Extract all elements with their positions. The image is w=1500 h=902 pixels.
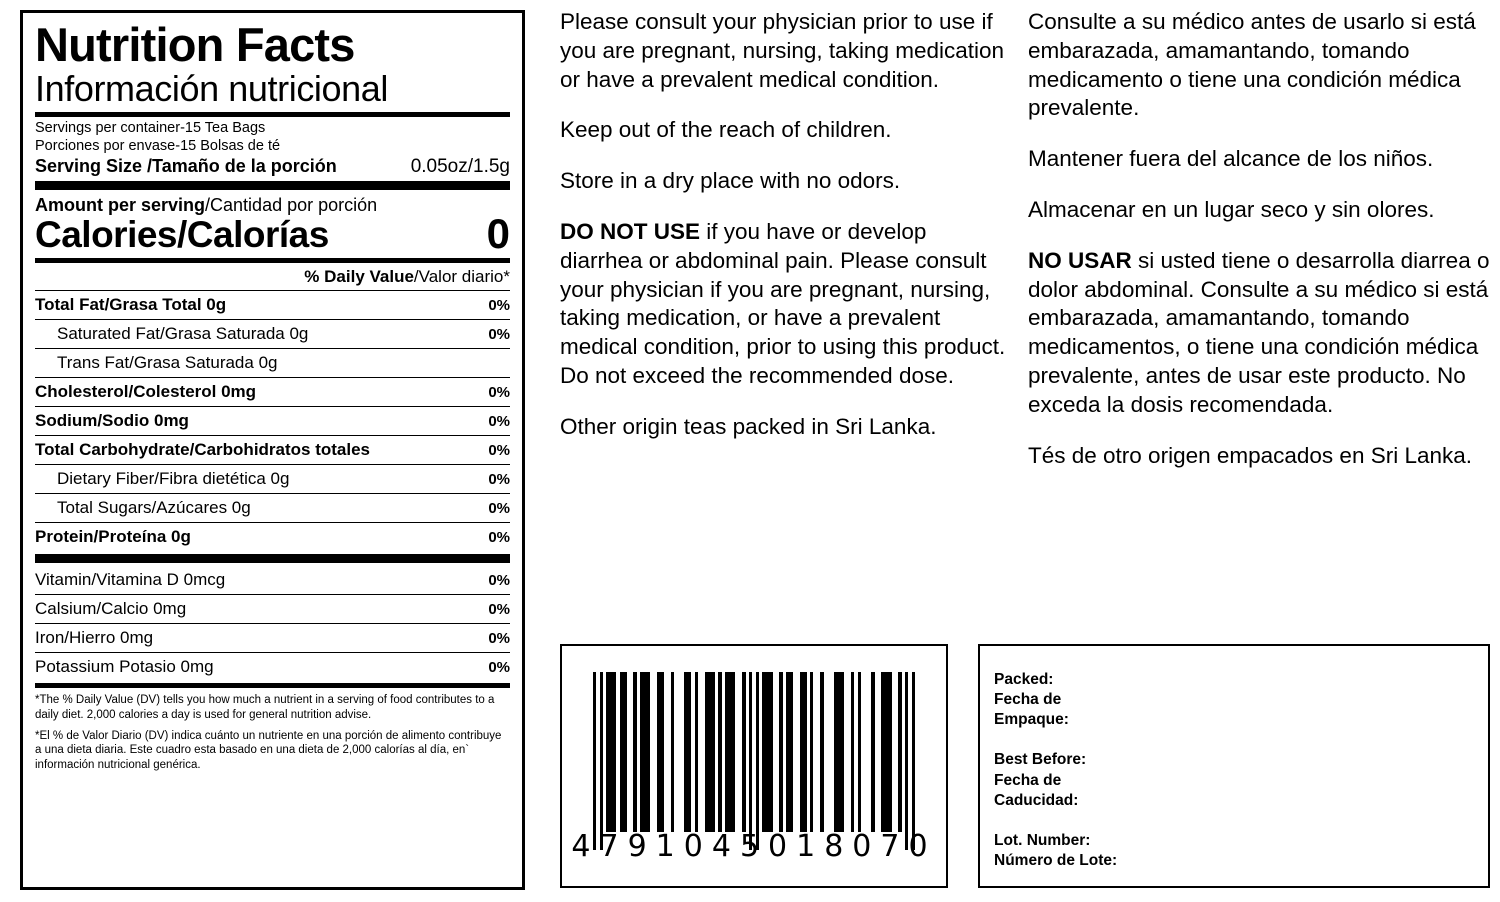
barcode-bar — [620, 672, 627, 832]
nutrient-percent: 0% — [488, 442, 510, 460]
nutrient-percent: 0% — [488, 471, 510, 489]
nutrition-facts-title-spanish: Información nutricional — [35, 68, 388, 109]
nutrient-percent: 0% — [488, 601, 510, 619]
table-row — [35, 595, 510, 623]
nutrition-facts-title: Nutrition Facts — [35, 18, 355, 71]
servings-per-container-es: Porciones por envase-15 Bolsas de té — [35, 137, 281, 154]
nutrient-name: Cholesterol/Colesterol 0mg — [35, 382, 257, 402]
nutrient-name: Calsium/Calcio 0mg — [35, 599, 187, 619]
nutrient-percent: 0% — [488, 572, 510, 590]
barcode-space — [674, 672, 684, 832]
barcode-space — [892, 672, 899, 832]
nutrient-name: Dietary Fiber/Fibra dietética 0g — [57, 469, 290, 489]
best-before-group — [994, 750, 1488, 810]
warning-en-do-not-use-body: if you have or develop diarrhea or abdominal pain. Please consult your physician if you are pregnant, nursing, taking medication, or have a prevalent medical condition, prior to using this product. Do not exceed the recommended dose. — [560, 218, 1006, 388]
nutrient-percent: 0% — [488, 384, 510, 402]
calories-value: 0 — [486, 210, 510, 258]
divider-under-serving-size — [35, 181, 510, 190]
warning-en-keep-out-of-reach: Keep out of the reach of children. — [560, 117, 892, 143]
best-before-label-es-line2: Caducidad: — [994, 791, 1079, 809]
table-row — [35, 291, 510, 319]
table-row — [35, 320, 510, 348]
nutrient-percent: 0% — [488, 326, 510, 344]
table-row — [35, 494, 510, 522]
nutrient-name: Total Carbohydrate/Carbohidratos totales — [35, 440, 371, 460]
barcode-bar — [684, 672, 691, 832]
nutrient-name: Potassium Potasio 0mg — [35, 657, 214, 677]
lot-number-group — [994, 831, 1488, 871]
divider-under-calories — [35, 258, 510, 263]
warning-es-do-not-use-heading: NO USAR — [1028, 247, 1132, 273]
barcode-space — [844, 672, 851, 832]
packed-info-box — [978, 644, 1490, 888]
table-row — [35, 465, 510, 493]
footnote-english: *The % Daily Value (DV) tells you how much a nutrient in a serving of food contributes to a daily diet. 2,000 calories a day is used for general nutrition advise. — [35, 694, 495, 721]
nutrient-name: Saturated Fat/Grasa Saturada 0g — [57, 324, 309, 344]
warnings-english-column — [560, 8, 1015, 464]
table-row — [35, 624, 510, 652]
amount-per-serving-label: Amount per serving — [35, 195, 206, 216]
nutrient-percent: 0% — [488, 630, 510, 648]
barcode-number: 4791045018070 — [571, 829, 937, 864]
calories-row — [35, 212, 510, 256]
barcode-space — [824, 672, 834, 832]
amount-per-serving-label-es: /Cantidad por porción — [205, 195, 378, 216]
table-row — [35, 349, 510, 377]
barcode-space — [664, 672, 671, 832]
nutrient-percent: 0% — [488, 500, 510, 518]
nutrient-name: Vitamin/Vitamina D 0mcg — [35, 570, 226, 590]
servings-per-container-en: Servings per container-15 Tea Bags — [35, 119, 266, 136]
nutrient-rows — [35, 291, 510, 551]
warning-es-origin: Tés de otro origen empacados en Sri Lanka. — [1028, 442, 1473, 468]
warning-en-do-not-use — [560, 218, 1015, 391]
table-row — [35, 523, 510, 551]
nutrient-percent: 0% — [488, 413, 510, 431]
barcode-space — [875, 672, 882, 832]
packed-date-group — [994, 670, 1488, 730]
divider-above-footnote — [35, 683, 510, 688]
barcode-space — [861, 672, 871, 832]
packed-label-es-line2: Empaque: — [994, 711, 1069, 729]
best-before-label-es-line1: Fecha de — [994, 771, 1062, 789]
table-row — [35, 407, 510, 435]
barcode-space — [627, 672, 634, 832]
barcode-box — [560, 644, 948, 888]
warning-en-store-dry-place: Store in a dry place with no odors. — [560, 168, 901, 194]
daily-value-header-light: /Valor diario* — [413, 267, 510, 287]
table-row — [35, 653, 510, 681]
warning-es-do-not-use-body: si usted tiene o desarrolla diarrea o dolor abdominal. Consulte a su médico si está embarazada, amamantando, tomando medicamentos, o tiene una condición médica prevalente, antes de usar este producto. No exceda la dosis recomendada. — [1028, 247, 1490, 417]
footnote-block — [35, 693, 510, 772]
table-row — [35, 378, 510, 406]
barcode-bar — [800, 672, 807, 832]
divider-under-title — [35, 112, 510, 117]
warning-es-store-dry-place: Almacenar en un lugar seco y sin olores. — [1028, 196, 1435, 222]
barcode-bar — [881, 672, 891, 832]
barcode-bar — [640, 672, 650, 832]
barcode-space — [698, 672, 705, 832]
table-row — [35, 436, 510, 464]
barcode-bar — [725, 672, 735, 832]
barcode-bar — [912, 672, 915, 850]
best-before-label-en: Best Before: — [994, 751, 1087, 769]
serving-size-row — [35, 156, 510, 178]
nutrient-percent: 0% — [488, 529, 510, 547]
nutrient-name: Total Fat/Grasa Total 0g — [35, 295, 227, 315]
nutrient-name: Protein/Proteína 0g — [35, 527, 191, 547]
packed-label-en: Packed: — [994, 671, 1054, 688]
nutrient-name: Sodium/Sodio 0mg — [35, 411, 189, 431]
vitamin-rows — [35, 566, 510, 681]
footnote-spanish: *El % de Valor Diario (DV) indica cuánto un nutriente en una porción de alimento contribuye a una dieta diaria. Este cuadro esta basado en una dieta de 2,000 calorías al día, en` información nutricional genérica. — [35, 729, 502, 771]
warnings-spanish-column — [1028, 8, 1490, 492]
barcode-image — [562, 672, 946, 837]
barcode-bar — [786, 672, 793, 832]
lot-number-label-en: Lot. Number: — [994, 831, 1091, 849]
barcode-bar — [834, 672, 844, 832]
serving-size-value: 0.05oz/1.5g — [410, 156, 510, 178]
nutrient-name: Total Sugars/Azúcares 0g — [57, 498, 251, 518]
barcode-space — [773, 672, 780, 832]
calories-label: Calories/Calorías — [35, 214, 329, 256]
warning-es-keep-out-of-reach: Mantener fuera del alcance de los niños. — [1028, 146, 1434, 172]
warning-es-do-not-use — [1028, 247, 1490, 420]
daily-value-header — [35, 265, 510, 290]
warning-en-do-not-use-heading: DO NOT USE — [560, 218, 701, 244]
nutrient-percent: 0% — [488, 659, 510, 677]
barcode-space — [650, 672, 657, 832]
nutrient-name: Trans Fat/Grasa Saturada 0g — [57, 353, 278, 373]
barcode-space — [735, 672, 742, 832]
serving-size-label: Serving Size /Tamaño de la porción — [35, 156, 337, 177]
warning-es-consult-physician: Consulte a su médico antes de usarlo si está embarazada, amamantando, tomando medicamento o tiene una condición médica prevalente. — [1028, 9, 1476, 121]
barcode-bar — [705, 672, 715, 832]
packed-label-es-line1: Fecha de — [994, 691, 1062, 709]
barcode-bar — [762, 672, 772, 832]
nutrient-percent: 0% — [488, 297, 510, 315]
nutrition-facts-panel — [20, 10, 525, 890]
lot-number-label-es: Número de Lote: — [994, 851, 1118, 869]
barcode-space — [813, 672, 820, 832]
divider-above-vitamins — [35, 554, 510, 563]
barcode-bar — [606, 672, 616, 832]
warning-en-consult-physician: Please consult your physician prior to use if you are pregnant, nursing, taking medication or have a prevalent medical condition. — [560, 9, 1005, 92]
daily-value-header-bold: % Daily Value — [304, 267, 414, 287]
nutrient-name: Iron/Hierro 0mg — [35, 628, 154, 648]
warning-en-origin: Other origin teas packed in Sri Lanka. — [560, 413, 937, 439]
barcode-space — [793, 672, 800, 832]
table-row — [35, 566, 510, 594]
barcode-bar — [657, 672, 664, 832]
